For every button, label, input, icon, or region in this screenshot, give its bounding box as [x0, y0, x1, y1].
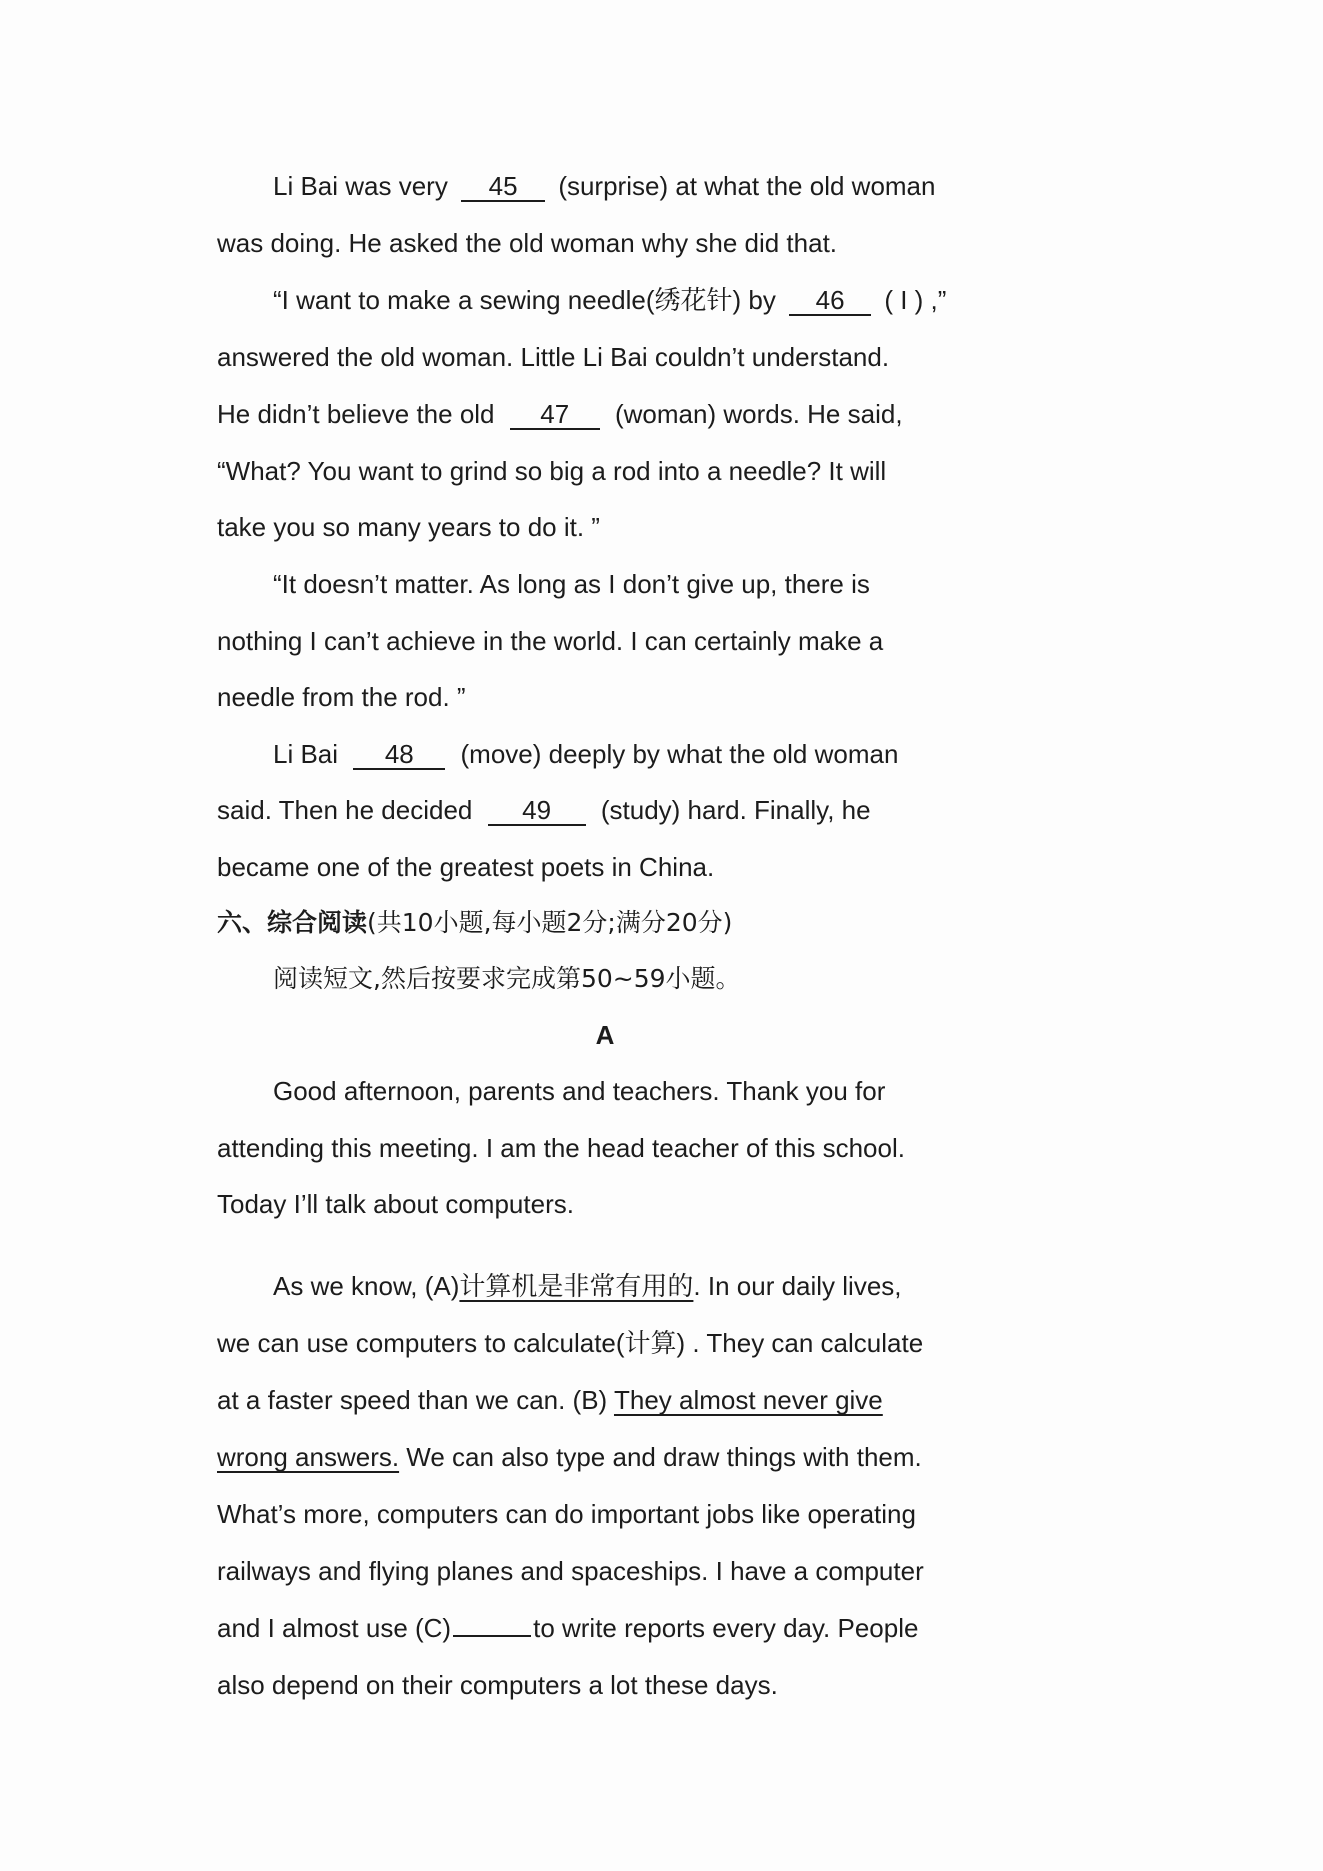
section6-heading: [217, 907, 732, 939]
section6-note: (共10小题,每小题2分;满分20分): [367, 908, 733, 937]
underlined-sentence-b-end: wrong answers.: [217, 1442, 400, 1472]
passage-a-p1-line-3: Today I’ll talk about computers.: [217, 1189, 574, 1219]
passage1-line-12: [217, 794, 997, 826]
text: (woman) words. He said,: [615, 399, 903, 429]
blank-47[interactable]: 47: [510, 400, 600, 430]
text: and I almost use (C): [217, 1613, 452, 1643]
text: to write reports every day. People: [533, 1613, 919, 1643]
passage1-line-2: was doing. He asked the old woman why she did that.: [217, 228, 838, 258]
passage1-line-5: [217, 398, 997, 430]
passage-a-p2-line-4: [217, 1441, 997, 1473]
passage-a-p2-line-6: railways and flying planes and spaceships. I have a computer: [217, 1556, 924, 1586]
text: He didn’t believe the old: [217, 399, 495, 429]
text: (move) deeply by what the old woman: [460, 739, 899, 769]
passage-a-label: A: [595, 1020, 615, 1050]
text: (study) hard. Finally, he: [600, 795, 871, 825]
blank-48[interactable]: 48: [353, 740, 445, 770]
text: As we know, (A): [273, 1271, 460, 1301]
blank-49[interactable]: 49: [488, 796, 586, 826]
passage1-line-6: “What? You want to grind so big a rod into a needle? It will: [217, 456, 887, 486]
passage1-line-1: [273, 170, 997, 202]
underlined-sentence-a: 计算机是非常有用的: [459, 1271, 694, 1301]
blank-45[interactable]: 45: [461, 172, 545, 202]
text: Li Bai was very: [273, 171, 448, 201]
passage-a-p2-line-2: we can use computers to calculate(计算) . They can calculate: [217, 1328, 924, 1358]
text: ( I ) ,”: [884, 285, 947, 315]
blank-46[interactable]: 46: [789, 286, 871, 316]
passage1-line-7: take you so many years to do it. ”: [217, 512, 600, 542]
text: (surprise) at what the old woman: [558, 171, 936, 201]
section6-title: 六、综合阅读: [217, 908, 368, 937]
passage1-line-10: needle from the rod. ”: [217, 682, 466, 712]
section6-instruction: 阅读短文,然后按要求完成第50~59小题。: [273, 964, 741, 993]
text: . In our daily lives,: [693, 1271, 902, 1301]
passage-a-p2-line-1: [273, 1270, 997, 1302]
passage-a-p2-line-3: [217, 1384, 997, 1416]
passage1-line-3: [273, 284, 997, 316]
passage-a-p1-line-2: attending this meeting. I am the head teacher of this school.: [217, 1133, 905, 1163]
text: We can also type and draw things with them.: [399, 1442, 922, 1472]
passage1-line-11: [273, 738, 997, 770]
underlined-sentence-b: They almost never give: [613, 1385, 883, 1415]
passage-a-p2-line-8: also depend on their computers a lot these days.: [217, 1670, 778, 1700]
passage1-line-8: “It doesn’t matter. As long as I don’t give up, there is: [273, 569, 870, 599]
text: said. Then he decided: [217, 795, 473, 825]
passage-a-p2-line-7: [217, 1612, 997, 1644]
passage1-line-9: nothing I can’t achieve in the world. I can certainly make a: [217, 626, 884, 656]
passage1-line-4: answered the old woman. Little Li Bai couldn’t understand.: [217, 342, 890, 372]
passage1-line-13: became one of the greatest poets in China.: [217, 852, 715, 882]
passage-a-p1-line-1: Good afternoon, parents and teachers. Thank you for: [273, 1076, 886, 1106]
text: at a faster speed than we can. (B): [217, 1385, 608, 1415]
text: “I want to make a sewing needle(绣花针) by: [273, 285, 776, 315]
text: Li Bai: [273, 739, 339, 769]
passage-a-p2-line-5: What’s more, computers can do important jobs like operating: [217, 1499, 916, 1529]
blank-c[interactable]: [453, 1635, 531, 1637]
